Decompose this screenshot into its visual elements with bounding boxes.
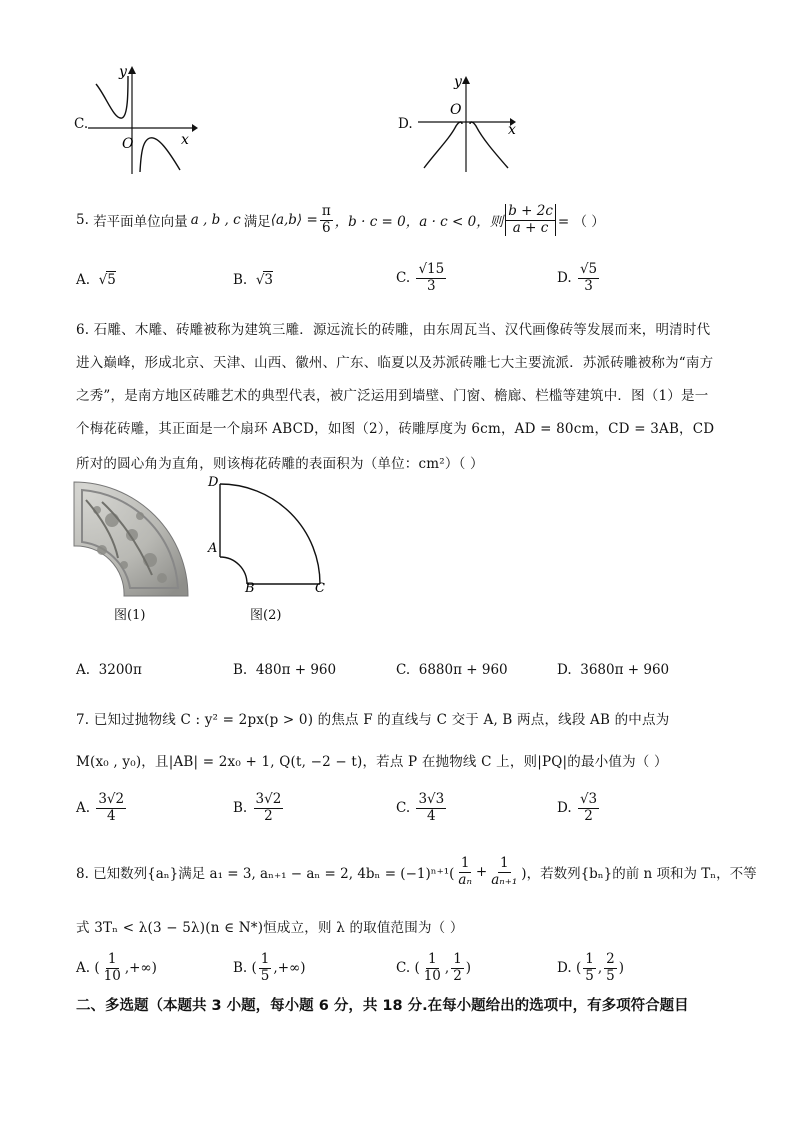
q8-option-c-open: ( — [414, 960, 420, 977]
brick-carving-photo — [72, 480, 190, 600]
q7-option-d[interactable] — [557, 792, 601, 824]
q8-option-a-n1: 1 — [107, 951, 117, 967]
q8-option-c-n1: 1 — [428, 951, 437, 967]
q6-option-b[interactable] — [233, 662, 336, 678]
q6-line-2: 进入巅峰，形成北京、天津、山西、徽州、广东、临夏以及苏派砖雕七大主要流派．苏派砖雕被称为“南方 — [76, 355, 714, 371]
option-d-label: D. — [398, 116, 413, 132]
q8-option-a-label: A. — [76, 960, 91, 977]
q7-option-d-den: 2 — [584, 807, 593, 824]
q8-line-1b: )，若数列{bₙ}的前 n 项和为 Tₙ，不等 — [521, 866, 757, 883]
option-d-graph — [418, 72, 528, 172]
q8-option-a-open: ( — [94, 960, 100, 977]
q6-option-d-value: 3680π + 960 — [580, 662, 670, 678]
q8-option-c-n2: 1 — [453, 951, 462, 967]
q7-option-a-label: A. — [76, 800, 91, 817]
q8-option-c-label: C. — [396, 960, 411, 977]
option-c-label: C. — [74, 116, 89, 132]
q5-option-a-label: A. — [76, 272, 91, 288]
section-2-heading: 二、多选题（本题共 3 小题，每小题 6 分，共 18 分.在每小题给出的选项中，有多项符合题目 — [76, 998, 689, 1014]
c-axis-y: y — [119, 64, 127, 80]
q8-option-d-n1: 1 — [585, 951, 594, 967]
q6-option-b-value: 480π + 960 — [255, 662, 337, 678]
q5-option-c-den: 3 — [427, 277, 436, 294]
q8-option-b-label: B. — [233, 960, 248, 977]
q8-option-d-sep: , — [597, 960, 603, 977]
q7-option-a-num: 3√2 — [98, 791, 125, 807]
q5-number: 5. — [76, 212, 89, 229]
q8-option-c-d1: 10 — [423, 967, 441, 984]
c-curve-right — [140, 138, 180, 172]
q7-line-1: 7. 已知过抛物线 C : y² = 2px(p > 0) 的焦点 F 的直线与 C 交于 A, B 两点，线段 AB 的中点为 — [76, 712, 670, 728]
q5-stem-a: 若平面单位向量 — [93, 214, 188, 231]
q6-option-c[interactable] — [396, 662, 508, 678]
q5-cond1: ⟨a,b⟩ = — [270, 212, 318, 229]
q5-option-c-label: C. — [396, 270, 411, 287]
option-c-graph — [88, 62, 198, 174]
c-axis-x: x — [181, 132, 189, 148]
q6-option-a-label: A. — [76, 662, 91, 678]
q8-option-a-sep: , — [124, 960, 130, 977]
q8-option-d-close: ) — [618, 960, 624, 977]
q7-option-b[interactable] — [233, 792, 285, 824]
c-curve-left — [96, 76, 128, 118]
c-origin: O — [122, 136, 134, 152]
q7-option-d-label: D. — [557, 800, 572, 817]
q6-line-5: 所对的圆心角为直角，则该梅花砖雕的表面积为（单位：cm²）（ ） — [76, 456, 484, 472]
q5-abs-den: a + c — [512, 219, 549, 236]
q8-option-b-open: ( — [251, 960, 257, 977]
annulus-sector-figure — [205, 474, 335, 594]
q8-option-b[interactable] — [233, 952, 306, 984]
q5-option-d-label: D. — [557, 270, 572, 287]
q6-line-4: 个梅花砖雕，其正面是一个扇环 ABCD，如图（2），砖雕厚度为 6cm，AD = 80cm，CD = 3AB，CD — [76, 421, 715, 437]
q5-stem — [76, 204, 605, 236]
q5-option-a-value: 5 — [107, 272, 116, 288]
q8-option-d-label: D. — [557, 960, 572, 977]
point-d-label: D — [208, 475, 219, 490]
q8-option-c[interactable] — [396, 952, 471, 984]
q7-option-b-num: 3√2 — [255, 791, 282, 807]
q6-option-d-label: D. — [557, 662, 572, 678]
q7-option-b-den: 2 — [264, 807, 273, 824]
q5-abs-frac — [505, 204, 556, 236]
q8-option-c-close: ) — [465, 960, 472, 977]
q8-option-b-n1: 1 — [260, 951, 270, 967]
q8-option-d-d1: 5 — [585, 967, 594, 984]
q5-tail: = （ ） — [557, 214, 605, 231]
q8-option-b-d1: 5 — [260, 967, 270, 984]
q8-option-b-rest: +∞) — [277, 960, 306, 977]
q8-option-a-rest: +∞) — [129, 960, 157, 977]
d-curve-left — [424, 122, 462, 168]
q8-option-d[interactable] — [557, 952, 624, 984]
q7-option-c-den: 4 — [427, 807, 436, 824]
q5-pi-frac — [320, 204, 333, 236]
q7-option-a-den: 4 — [106, 807, 116, 824]
q8-line-2: 式 3Tₙ < λ(3 − 5λ)(n ∈ N*)恒成立，则 λ 的取值范围为（ ） — [76, 920, 464, 936]
q6-option-a[interactable] — [76, 662, 142, 678]
point-a-label: A — [208, 541, 218, 556]
fig2-caption: 图(2) — [250, 608, 282, 623]
q8-f2-num: 1 — [499, 855, 509, 871]
q6-option-d[interactable] — [557, 662, 669, 678]
q5-option-b-value: 3 — [264, 272, 274, 288]
q6-option-c-value: 6880π + 960 — [418, 662, 508, 678]
q7-option-c-label: C. — [396, 800, 411, 817]
q7-option-d-num: √3 — [579, 791, 598, 807]
q6-option-c-label: C. — [396, 662, 411, 678]
q5-option-b-label: B. — [233, 272, 248, 288]
d-axis-y: y — [454, 74, 462, 90]
q5-option-b[interactable]: B. √3 — [233, 272, 274, 288]
fig1-caption: 图(1) — [114, 608, 146, 623]
d-axis-x: x — [508, 122, 516, 138]
q5-vars: a , b , c — [190, 212, 241, 229]
q5-six: 6 — [321, 219, 331, 236]
q6-line-1: 6. 石雕、木雕、砖雕被称为建筑三雕．源远流长的砖雕，由东周瓦当、汉代画像砖等发展而来，明清时代 — [76, 322, 711, 338]
q8-option-a-d1: 10 — [103, 967, 121, 984]
q8-option-a[interactable] — [76, 952, 157, 984]
q8-line-1a: 8. 已知数列{aₙ}满足 a₁ = 3, aₙ₊₁ − aₙ = 2, 4bₙ = (−1)ⁿ⁺¹( — [76, 866, 455, 883]
d-curve-right — [470, 122, 508, 168]
q7-option-c-num: 3√3 — [418, 791, 445, 807]
q8-f2-den: aₙ₊₁ — [491, 871, 518, 888]
q7-line-2: M(x₀ , y₀)，且|AB| = 2x₀ + 1, Q(t, −2 − t)，若点 P 在抛物线 C 上，则|PQ|的最小值为（ ） — [76, 754, 668, 770]
q8-option-d-open: ( — [575, 960, 582, 977]
q6-option-a-value: 3200π — [98, 662, 142, 678]
point-b-label: B — [245, 581, 255, 594]
d-origin: O — [450, 102, 462, 118]
q8-option-d-d2: 5 — [606, 967, 615, 984]
q8-f1-den: aₙ — [458, 871, 472, 888]
q8-option-c-sep: , — [444, 960, 450, 977]
point-c-label: C — [315, 581, 325, 594]
q5-cond2: ，b · c = 0，a · c < 0，则 — [334, 214, 504, 231]
q8-f1-num: 1 — [460, 855, 470, 871]
q8-line-1 — [76, 856, 757, 888]
q8-option-c-d2: 2 — [453, 967, 462, 984]
q5-option-d[interactable] — [557, 262, 601, 294]
q7-option-c[interactable] — [396, 792, 448, 824]
q5-abs-num: b + 2c — [508, 203, 553, 219]
q7-option-b-label: B. — [233, 800, 248, 817]
q8-plus: + — [475, 864, 488, 881]
q8-option-d-n2: 2 — [606, 951, 615, 967]
q5-option-c[interactable] — [396, 262, 448, 294]
q5-option-d-num: √5 — [579, 261, 598, 277]
q5-option-a[interactable]: A. √5 — [76, 272, 116, 288]
q6-option-b-label: B. — [233, 662, 248, 678]
q5-pi: π — [321, 203, 331, 219]
q7-option-a[interactable] — [76, 792, 128, 824]
q5-option-c-num: √15 — [418, 261, 445, 277]
q5-option-d-den: 3 — [584, 277, 593, 294]
q6-line-3: 之秀”，是南方地区砖雕艺术的典型代表，被广泛运用到墙壁、门窗、檐廊、栏槛等建筑中．图（1）是一 — [76, 388, 709, 404]
q5-stem-b: 满足 — [243, 214, 271, 231]
q8-option-b-sep: , — [273, 960, 278, 977]
